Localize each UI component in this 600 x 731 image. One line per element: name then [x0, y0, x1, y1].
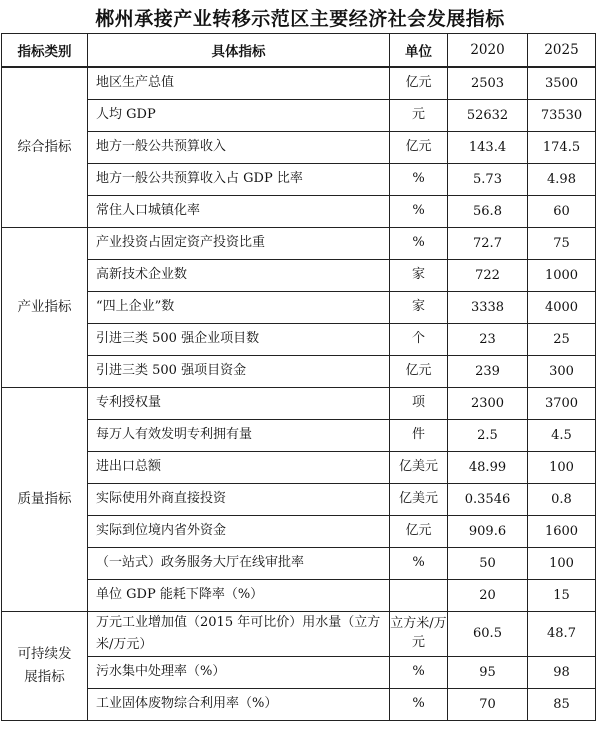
- value-2020-cell: 3338: [448, 291, 528, 323]
- value-2020-cell: 95: [448, 656, 528, 688]
- indicator-cell: 产业投资占固定资产投资比重: [88, 227, 390, 259]
- indicator-cell: 专利授权量: [88, 387, 390, 419]
- table-row: [2, 259, 596, 291]
- value-2020-cell: 2300: [448, 387, 528, 419]
- value-2020-cell: 143.4: [448, 131, 528, 163]
- table-row: [2, 227, 596, 259]
- value-2020-cell: 70: [448, 688, 528, 720]
- indicator-cell: 实际使用外商直接投资: [88, 483, 390, 515]
- indicator-cell: 高新技术企业数: [88, 259, 390, 291]
- value-2020-cell: 2503: [448, 67, 528, 99]
- indicator-cell: 实际到位境内省外资金: [88, 515, 390, 547]
- table-row: [2, 688, 596, 720]
- category-cell: 产业指标: [2, 227, 88, 387]
- table-body: [2, 67, 596, 720]
- unit-cell: 家: [390, 291, 448, 323]
- value-2020-cell: 72.7: [448, 227, 528, 259]
- value-2020-cell: 722: [448, 259, 528, 291]
- value-2020-cell: 60.5: [448, 611, 528, 656]
- value-2020-cell: 23: [448, 323, 528, 355]
- value-2025-cell: 60: [528, 195, 596, 227]
- table-row: [2, 99, 596, 131]
- category-cell: 可持续发展指标: [2, 611, 88, 720]
- unit-cell: %: [390, 547, 448, 579]
- indicator-cell: 每万人有效发明专利拥有量: [88, 419, 390, 451]
- unit-cell: 亿美元: [390, 451, 448, 483]
- value-2025-cell: 4.98: [528, 163, 596, 195]
- unit-cell: 元: [390, 99, 448, 131]
- table-row: [2, 515, 596, 547]
- table-row: [2, 483, 596, 515]
- indicator-cell: 地方一般公共预算收入占 GDP 比率: [88, 163, 390, 195]
- value-2025-cell: 100: [528, 547, 596, 579]
- unit-cell: %: [390, 656, 448, 688]
- indicator-cell: 人均 GDP: [88, 99, 390, 131]
- unit-cell: 个: [390, 323, 448, 355]
- value-2025-cell: 98: [528, 656, 596, 688]
- value-2020-cell: 2.5: [448, 419, 528, 451]
- indicator-cell: 污水集中处理率（%）: [88, 656, 390, 688]
- value-2020-cell: 239: [448, 355, 528, 387]
- value-2020-cell: 52632: [448, 99, 528, 131]
- unit-cell: %: [390, 195, 448, 227]
- header-year-2025: 2025: [528, 34, 596, 68]
- value-2025-cell: 85: [528, 688, 596, 720]
- category-cell: 综合指标: [2, 67, 88, 227]
- value-2025-cell: 3500: [528, 67, 596, 99]
- table-row: [2, 451, 596, 483]
- value-2020-cell: 5.73: [448, 163, 528, 195]
- indicator-cell: 常住人口城镇化率: [88, 195, 390, 227]
- value-2025-cell: 15: [528, 579, 596, 611]
- unit-cell: 件: [390, 419, 448, 451]
- value-2025-cell: 25: [528, 323, 596, 355]
- table-row: [2, 67, 596, 99]
- indicator-cell: 进出口总额: [88, 451, 390, 483]
- table-row: [2, 656, 596, 688]
- unit-cell: 项: [390, 387, 448, 419]
- unit-cell: %: [390, 163, 448, 195]
- value-2025-cell: 0.8: [528, 483, 596, 515]
- value-2025-cell: 75: [528, 227, 596, 259]
- value-2025-cell: 1600: [528, 515, 596, 547]
- value-2020-cell: 50: [448, 547, 528, 579]
- value-2025-cell: 48.7: [528, 611, 596, 656]
- indicator-cell: 引进三类 500 强企业项目数: [88, 323, 390, 355]
- table-row: [2, 355, 596, 387]
- value-2020-cell: 20: [448, 579, 528, 611]
- header-category: 指标类别: [2, 34, 88, 68]
- value-2025-cell: 4.5: [528, 419, 596, 451]
- header-indicator: 具体指标: [88, 34, 390, 68]
- value-2020-cell: 0.3546: [448, 483, 528, 515]
- unit-cell: 家: [390, 259, 448, 291]
- value-2020-cell: 56.8: [448, 195, 528, 227]
- value-2025-cell: 4000: [528, 291, 596, 323]
- indicator-cell: 单位 GDP 能耗下降率（%）: [88, 579, 390, 611]
- header-row: [2, 34, 596, 68]
- indicator-cell: 万元工业增加值（2015 年可比价）用水量（立方米/万元）: [88, 611, 390, 656]
- unit-cell: 亿元: [390, 131, 448, 163]
- header-year-2020: 2020: [448, 34, 528, 68]
- table-row: [2, 131, 596, 163]
- table-row: [2, 547, 596, 579]
- value-2025-cell: 174.5: [528, 131, 596, 163]
- table-row: [2, 579, 596, 611]
- unit-cell: %: [390, 688, 448, 720]
- value-2025-cell: 1000: [528, 259, 596, 291]
- page-title: 郴州承接产业转移示范区主要经济社会发展指标: [95, 8, 505, 30]
- table-row: [2, 323, 596, 355]
- unit-cell: %: [390, 227, 448, 259]
- unit-cell: 亿元: [390, 355, 448, 387]
- value-2020-cell: 48.99: [448, 451, 528, 483]
- indicator-table: [1, 33, 596, 721]
- indicator-cell: “四上企业”数: [88, 291, 390, 323]
- unit-cell: 亿元: [390, 515, 448, 547]
- table-row: [2, 387, 596, 419]
- indicator-cell: 地区生产总值: [88, 67, 390, 99]
- indicator-cell: 地方一般公共预算收入: [88, 131, 390, 163]
- indicator-cell: （一站式）政务服务大厅在线审批率: [88, 547, 390, 579]
- value-2020-cell: 909.6: [448, 515, 528, 547]
- table-row: [2, 291, 596, 323]
- table-row: [2, 195, 596, 227]
- table-row: [2, 419, 596, 451]
- category-cell: 质量指标: [2, 387, 88, 611]
- value-2025-cell: 100: [528, 451, 596, 483]
- header-unit: 单位: [390, 34, 448, 68]
- value-2025-cell: 3700: [528, 387, 596, 419]
- unit-cell: 立方米/万元: [390, 611, 448, 656]
- unit-cell: 亿元: [390, 67, 448, 99]
- value-2025-cell: 73530: [528, 99, 596, 131]
- table-row: [2, 163, 596, 195]
- table-row: [2, 611, 596, 656]
- unit-cell: 亿美元: [390, 483, 448, 515]
- indicator-cell: 工业固体废物综合利用率（%）: [88, 688, 390, 720]
- indicator-cell: 引进三类 500 强项目资金: [88, 355, 390, 387]
- value-2025-cell: 300: [528, 355, 596, 387]
- unit-cell: [390, 579, 448, 611]
